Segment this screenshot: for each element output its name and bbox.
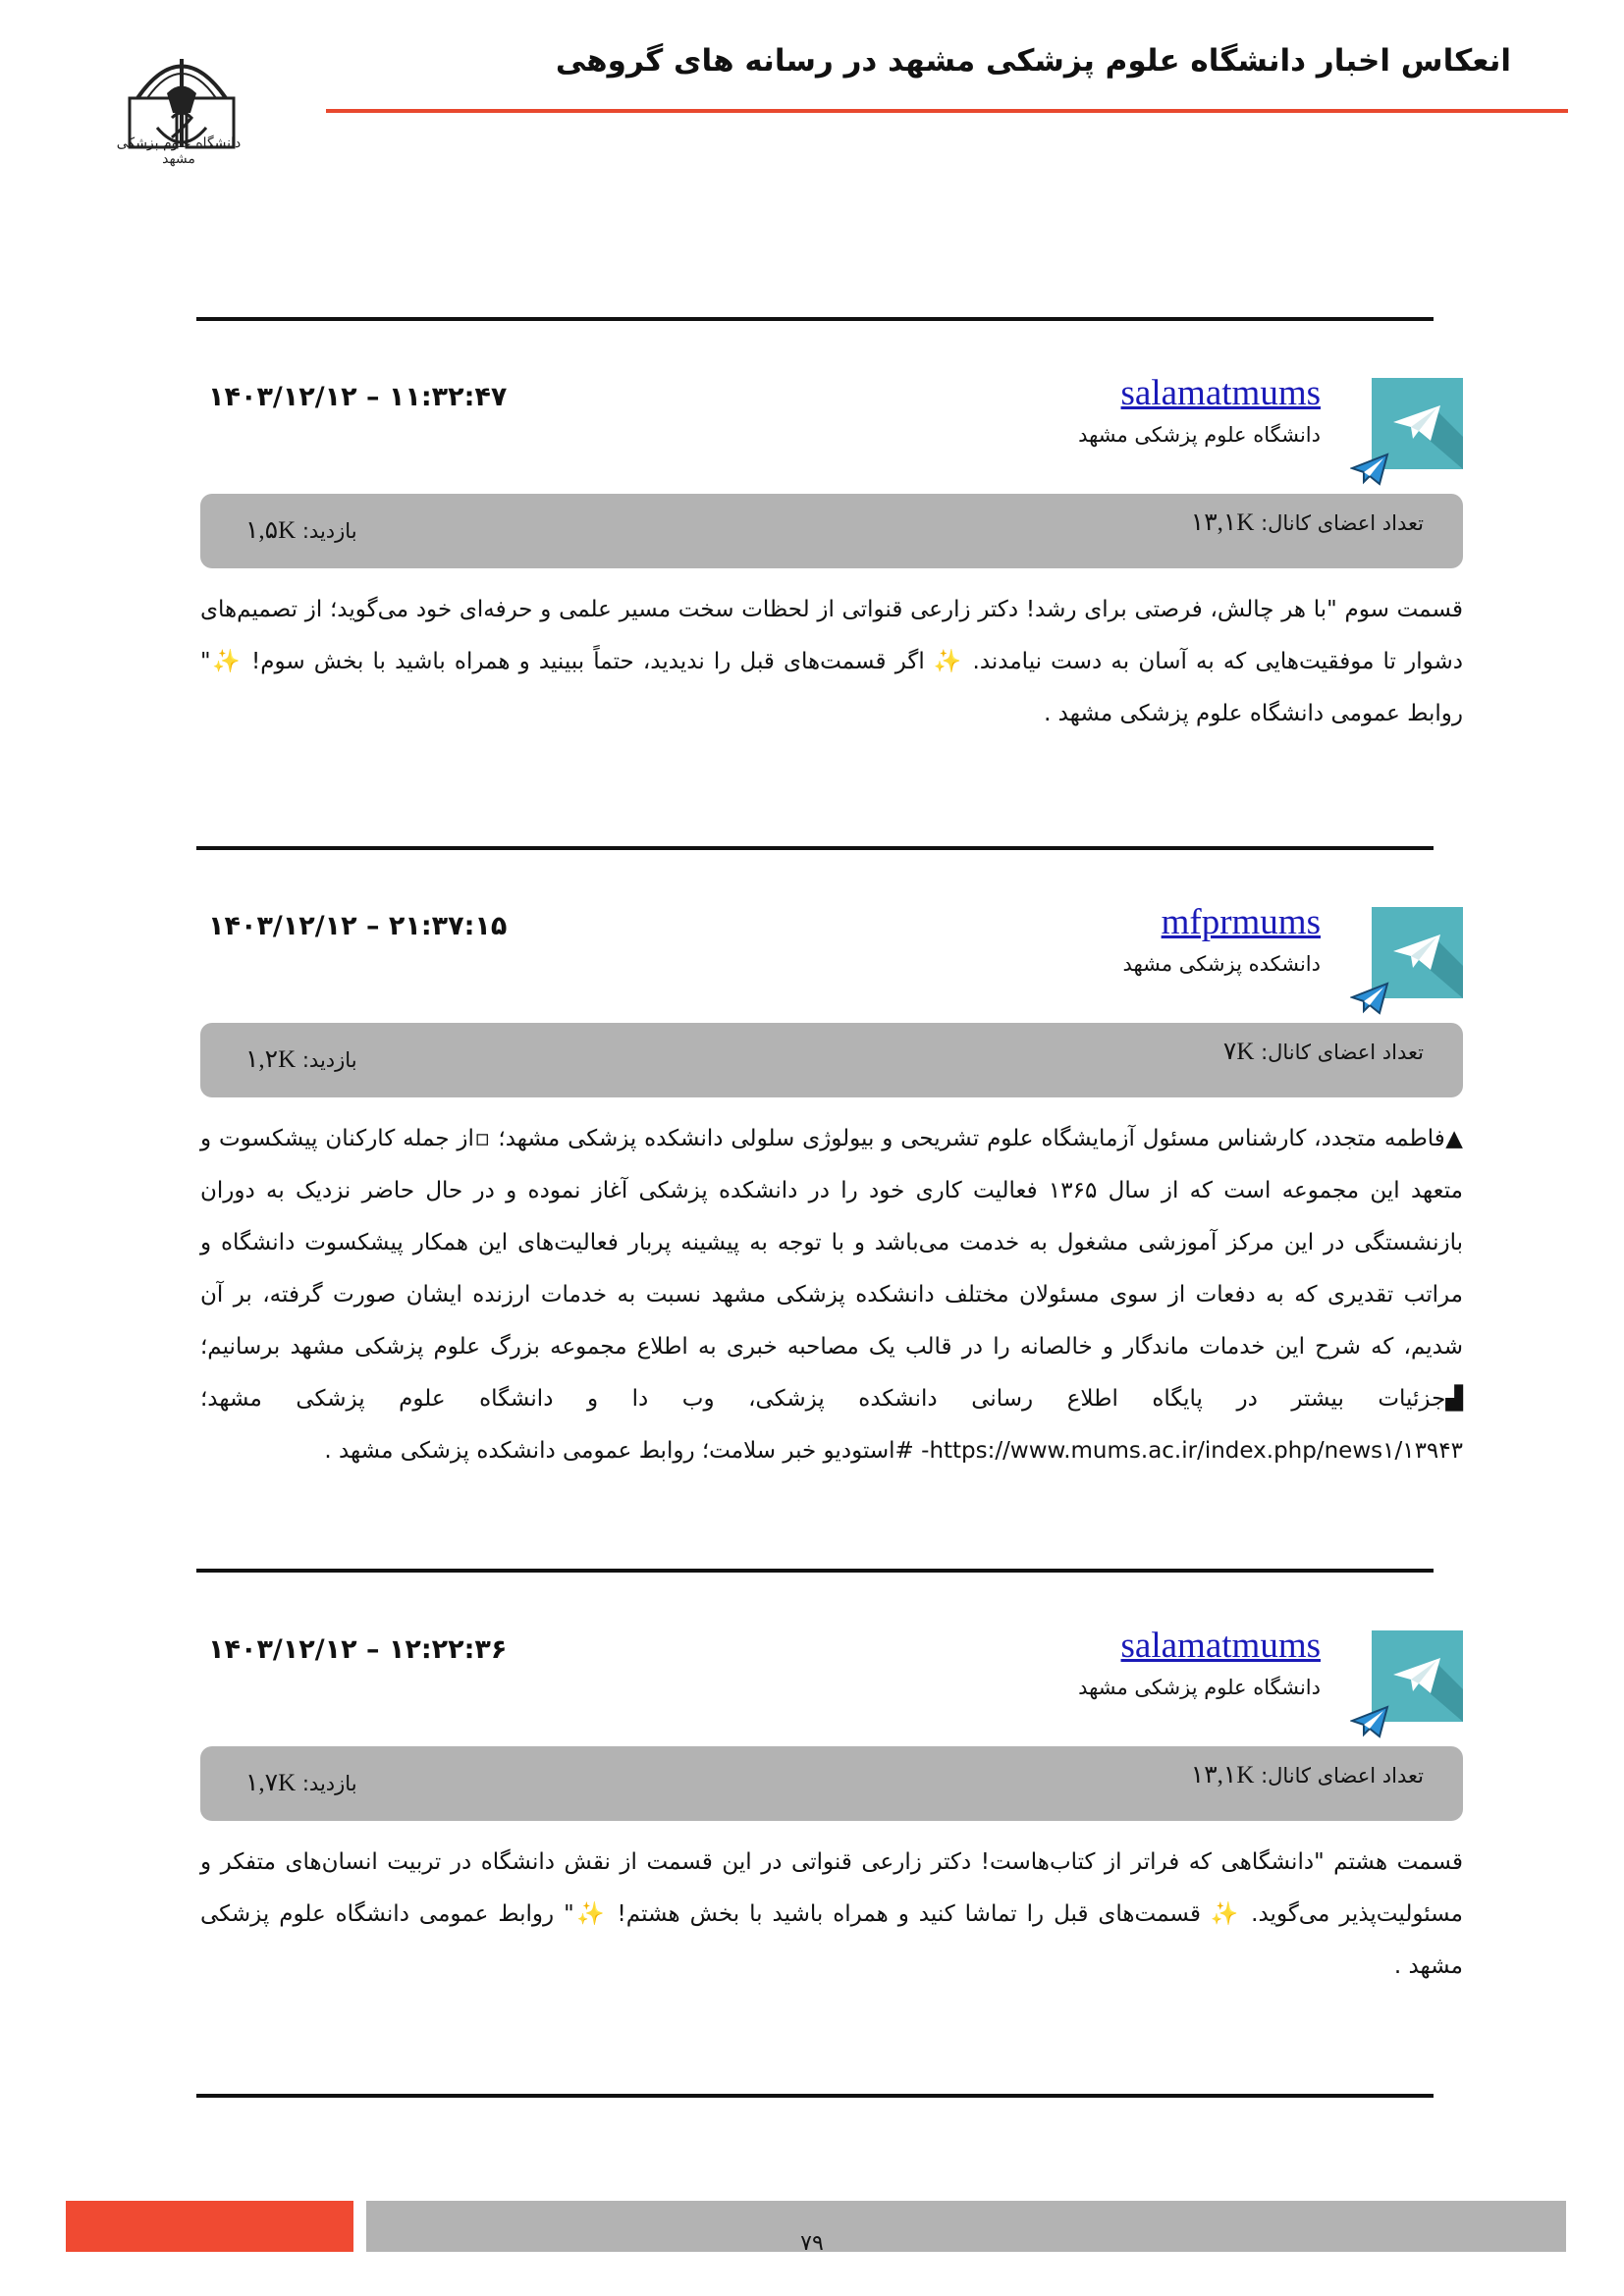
channel-link[interactable]: mfprmums (1161, 902, 1321, 942)
member-count: تعداد اعضای کانال: ۷K (1222, 1039, 1424, 1065)
post-body: قسمت هشتم "دانشگاهی که فراتر از کتاب‌هاست! دکتر زارعی قنواتی در این قسمت از نقش دانشگاه در تربیت انسان‌های متفکر و مسئولیت‌پذیر می‌گوید. ✨ قسمت‌های قبل را تماشا کنید و همراه باشید با بخش هشتم! ✨" روابط عمومی دانشگاه علوم پزشکی مشهد . (200, 1849, 1463, 1979)
post-stats-bar (200, 1746, 1463, 1821)
channel-organization: دانشگاه علوم پزشکی مشهد (1078, 423, 1321, 447)
channel-link[interactable]: salamatmums (1120, 1626, 1321, 1666)
channel-organization: دانشگاه علوم پزشکی مشهد (1078, 1676, 1321, 1699)
page-title: انعکاس اخبار دانشگاه علوم پزشکی مشهد در رسانه های گروهی (555, 43, 1511, 79)
post-stats-bar (200, 494, 1463, 568)
header-divider (326, 109, 1568, 113)
view-count: بازدید: ۱,۷K (245, 1770, 357, 1796)
post-divider (196, 1569, 1434, 1573)
page-number: ۷۹ (800, 2231, 824, 2256)
post-datetime: ۱۴۰۳/۱۲/۱۲ – ۲۱:۳۷:۱۵ (208, 911, 508, 941)
telegram-icon (1350, 453, 1389, 486)
post-divider (196, 317, 1434, 321)
view-count: بازدید: ۱,۲K (245, 1046, 357, 1073)
post-body: ▲فاطمه متجدد، کارشناس مسئول آزمایشگاه علوم تشریحی و بیولوژی سلولی دانشکده پزشکی مشهد؛ ▫از جمله کارکنان پیشکسوت و متعهد این مجموعه است که از سال ۱۳۶۵ فعالیت کاری خود را در دانشکده پزشکی آغاز نموده و در حال حاضر نزدیک به دوران بازنشستگی در این مرکز آموزشی مشغول به خدمت می‌باشد و با توجه به پیشینه پربار فعالیت‌های این همکار پیشکسوت دانشگاه و مراتب تقدیری که به دفعات از سوی مسئولان مختلف دانشکده پزشکی مشهد نسبت به خدمات ارزنده ایشان صورت گرفته، بر آن شدیم، که شرح این خدمات ماندگار و خالصانه را در قالب یک مصاحبه خبری به اطلاع مجموعه بزرگ علوم پزشکی مشهد برسانیم؛ ▟جزئیات بیشتر در پایگاه اطلاع رسانی دانشکده پزشکی، وب دا و دانشگاه علوم پزشکی مشهد؛ https://www.mums.ac.ir/index.php/news۱/۱۳۹۴۳- #استودیو خبر سلامت؛ روابط عمومی دانشکده پزشکی مشهد . (200, 1126, 1464, 1464)
telegram-icon (1350, 982, 1389, 1015)
post-datetime: ۱۴۰۳/۱۲/۱۲ – ۱۱:۳۲:۴۷ (208, 382, 508, 412)
logo-caption: دانشگاه علوم پزشکی مشهد (116, 135, 242, 167)
post-divider (196, 846, 1434, 850)
view-count: بازدید: ۱,۵K (245, 517, 357, 544)
member-count: تعداد اعضای کانال: ۱۳,۱K (1190, 509, 1424, 536)
post-stats-bar (200, 1023, 1463, 1097)
post-divider (196, 2094, 1434, 2098)
channel-link[interactable]: salamatmums (1120, 373, 1321, 413)
post-body: قسمت سوم "با هر چالش، فرصتی برای رشد! دکتر زارعی قنواتی از لحظات سخت مسیر علمی و حرفه‌ای خود می‌گوید؛ از تصمیم‌های دشوار تا موفقیت‌هایی که به آسان به دست نیامدند. ✨ اگر قسمت‌های قبل را ندیدید، حتماً ببینید و همراه باشید با بخش سوم! ✨" روابط عمومی دانشگاه علوم پزشکی مشهد . (200, 597, 1463, 726)
member-count: تعداد اعضای کانال: ۱۳,۱K (1190, 1762, 1424, 1789)
post-datetime: ۱۴۰۳/۱۲/۱۲ – ۱۲:۲۲:۳۶ (208, 1634, 508, 1665)
telegram-icon (1350, 1705, 1389, 1738)
channel-organization: دانشکده پزشکی مشهد (1122, 952, 1321, 976)
